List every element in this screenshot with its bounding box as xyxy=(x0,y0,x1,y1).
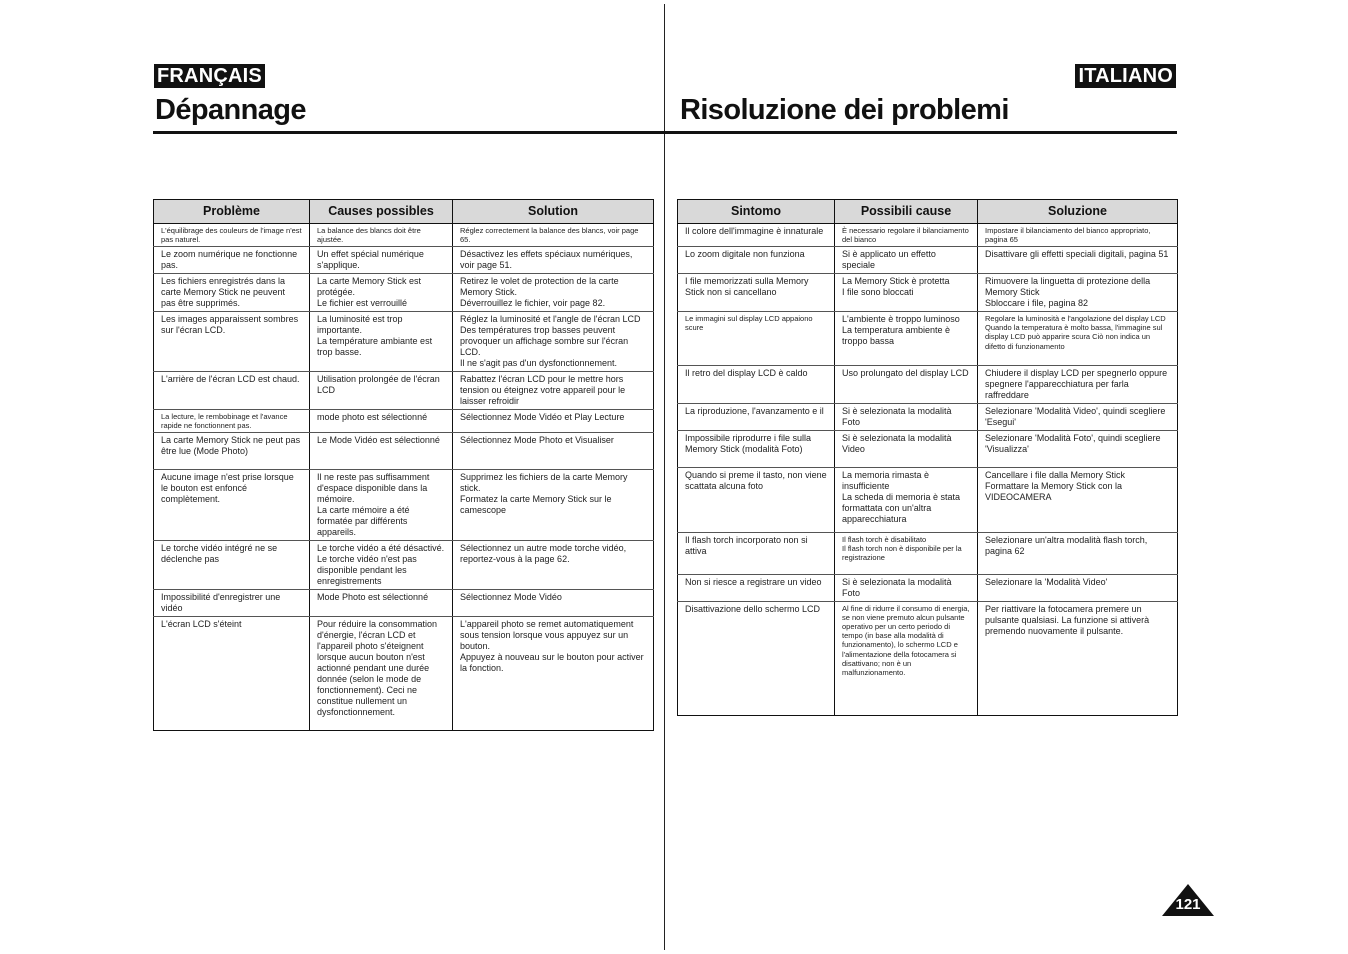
table-row xyxy=(678,574,1178,601)
table-cell: Sélectionnez Mode Photo et Visualiser xyxy=(453,433,654,470)
table-cell: Impostare il bilanciamento del bianco appropriato, pagina 65 xyxy=(978,224,1178,247)
table-cell: Selezionare 'Modalità Video', quindi scegliere 'Esegui' xyxy=(978,404,1178,431)
table-cell: Aucune image n'est prise lorsque le bouton est enfoncé complètement. xyxy=(154,470,310,541)
table-row xyxy=(154,224,654,247)
table-cell: Al fine di ridurre il consumo di energia, se non viene premuto alcun pulsante operativo per un certo periodo di tempo (in base alla modalità di funzionamento), lo schermo LCD e l'alimentazione della fotocamera si disattivano; non è un malfunzionamento. xyxy=(835,601,978,715)
table-row xyxy=(678,404,1178,431)
table-cell: Il flash torch è disabilitato Il flash torch non è disponibile per la registrazione xyxy=(835,532,978,574)
table-cell: L'arrière de l'écran LCD est chaud. xyxy=(154,371,310,409)
table-cell: Réglez la luminosité et l'angle de l'écran LCD Des températures trop basses peuvent provoquer un affichage sombre sur l'écran LCD. Il ne s'agit pas d'un dysfonctionnement. xyxy=(453,312,654,372)
table-header-row xyxy=(678,200,1178,224)
column-header: Sintomo xyxy=(678,200,835,224)
table-row xyxy=(154,312,654,372)
table-cell: Désactivez les effets spéciaux numériques, voir page 51. xyxy=(453,247,654,274)
table-cell: L'appareil photo se remet automatiquement sous tension lorsque vous appuyez sur un bouton. Appuyez à nouveau sur le bouton pour activer la fonction. xyxy=(453,616,654,730)
table-cell: Le Mode Vidéo est sélectionné xyxy=(310,433,453,470)
column-header: Solution xyxy=(453,200,654,224)
table-row xyxy=(154,409,654,432)
center-divider xyxy=(664,4,665,950)
table-row xyxy=(678,430,1178,467)
troubleshooting-table-it xyxy=(677,199,1178,716)
table-header-row xyxy=(154,200,654,224)
table-cell: Supprimez les fichiers de la carte Memory stick. Formatez la carte Memory Stick sur le camescope xyxy=(453,470,654,541)
table-cell: Il flash torch incorporato non si attiva xyxy=(678,532,835,574)
table-row xyxy=(678,532,1178,574)
table-cell: Un effet spécial numérique s'applique. xyxy=(310,247,453,274)
table-cell: Disattivare gli effetti speciali digitali, pagina 51 xyxy=(978,247,1178,274)
table-row xyxy=(154,371,654,409)
troubleshooting-table-fr xyxy=(153,199,654,731)
table-cell: Chiudere il display LCD per spegnerlo oppure spegnere l'apparecchiatura per farla raffreddare xyxy=(978,366,1178,404)
table-cell: I file memorizzati sulla Memory Stick non si cancellano xyxy=(678,274,835,312)
table-cell: Rabattez l'écran LCD pour le mettre hors tension ou éteignez votre appareil pour le laisser refroidir xyxy=(453,371,654,409)
table-cell: Lo zoom digitale non funziona xyxy=(678,247,835,274)
table-cell: L'écran LCD s'éteint xyxy=(154,616,310,730)
table-cell: Selezionare 'Modalità Foto', quindi scegliere 'Visualizza' xyxy=(978,430,1178,467)
table-cell: Si è applicato un effetto speciale xyxy=(835,247,978,274)
table-row xyxy=(154,274,654,312)
table-cell: L'équilibrage des couleurs de l'image n'est pas naturel. xyxy=(154,224,310,247)
column-header: Causes possibles xyxy=(310,200,453,224)
table-cell: Les fichiers enregistrés dans la carte Memory Stick ne peuvent pas être supprimés. xyxy=(154,274,310,312)
table-cell: Le torche vidéo intégré ne se déclenche pas xyxy=(154,540,310,589)
table-cell: Si è selezionata la modalità Video xyxy=(835,430,978,467)
table-cell: Impossibilité d'enregistrer une vidéo xyxy=(154,589,310,616)
table-cell: La carte Memory Stick est protégée. Le fichier est verrouillé xyxy=(310,274,453,312)
table-cell: La balance des blancs doit être ajustée. xyxy=(310,224,453,247)
table-cell: Sélectionnez un autre mode torche vidéo, reportez-vous à la page 62. xyxy=(453,540,654,589)
table-cell: Impossibile riprodurre i file sulla Memory Stick (modalità Foto) xyxy=(678,430,835,467)
column-header: Soluzione xyxy=(978,200,1178,224)
table-cell: mode photo est sélectionné xyxy=(310,409,453,432)
page-title-fr: Dépannage xyxy=(155,94,306,126)
table-cell: Si è selezionata la modalità Foto xyxy=(835,404,978,431)
table-cell: Quando si preme il tasto, non viene scattata alcuna foto xyxy=(678,467,835,532)
language-label-it: ITALIANO xyxy=(1075,64,1176,88)
table-cell: Per riattivare la fotocamera premere un pulsante qualsiasi. La funzione si attiverà premendo nuovamente il pulsante. xyxy=(978,601,1178,715)
table-cell: Pour réduire la consommation d'énergie, l'écran LCD et l'appareil photo s'éteignent lorsque aucun bouton n'est actionné pendant une durée donnée (selon le mode de fonctionnement). Ceci ne constitue nullement un dysfonctionnement. xyxy=(310,616,453,730)
table-cell: Il colore dell'immagine è innaturale xyxy=(678,224,835,247)
table-cell: La luminosité est trop importante. La température ambiante est trop basse. xyxy=(310,312,453,372)
table-cell: Il retro del display LCD è caldo xyxy=(678,366,835,404)
table-cell: Regolare la luminosità e l'angolazione del display LCD Quando la temperatura è molto bassa, l'immagine sul display LCD può apparire scura Ciò non indica un difetto di funzionamento xyxy=(978,312,1178,366)
table-cell: Les images apparaissent sombres sur l'écran LCD. xyxy=(154,312,310,372)
table-cell: Utilisation prolongée de l'écran LCD xyxy=(310,371,453,409)
table-row xyxy=(154,470,654,541)
table-cell: La memoria rimasta è insufficiente La scheda di memoria è stata formattata con un'altra apparecchiatura xyxy=(835,467,978,532)
title-rule-it xyxy=(665,131,1177,134)
table-cell: Si è selezionata la modalità Foto xyxy=(835,574,978,601)
table-cell: Le torche vidéo a été désactivé. Le torche vidéo n'est pas disponible pendant les enregistrements xyxy=(310,540,453,589)
table-cell: Retirez le volet de protection de la carte Memory Stick. Déverrouillez le fichier, voir page 82. xyxy=(453,274,654,312)
table-row xyxy=(154,540,654,589)
column-header: Possibili cause xyxy=(835,200,978,224)
table-cell: La lecture, le rembobinage et l'avance rapide ne fonctionnent pas. xyxy=(154,409,310,432)
table-row xyxy=(154,247,654,274)
table-cell: Cancellare i file dalla Memory Stick Formattare la Memory Stick con la VIDEOCAMERA xyxy=(978,467,1178,532)
table-cell: Non si riesce a registrare un video xyxy=(678,574,835,601)
table-cell: La riproduzione, l'avanzamento e il xyxy=(678,404,835,431)
table-row xyxy=(678,247,1178,274)
table-row xyxy=(154,616,654,730)
table-cell: Selezionare un'altra modalità flash torch, pagina 62 xyxy=(978,532,1178,574)
table-row xyxy=(678,601,1178,715)
page-number-badge xyxy=(1162,884,1214,916)
table-cell: La Memory Stick è protetta I file sono bloccati xyxy=(835,274,978,312)
table-row xyxy=(678,274,1178,312)
table-row xyxy=(678,467,1178,532)
page-number: 121 xyxy=(1175,896,1201,913)
table-cell: Le immagini sul display LCD appaiono scure xyxy=(678,312,835,366)
table-cell: Le zoom numérique ne fonctionne pas. xyxy=(154,247,310,274)
table-row xyxy=(678,366,1178,404)
table-cell: Selezionare la 'Modalità Video' xyxy=(978,574,1178,601)
column-header: Problème xyxy=(154,200,310,224)
table-cell: Sélectionnez Mode Vidéo xyxy=(453,589,654,616)
page-title-it: Risoluzione dei problemi xyxy=(680,94,1009,126)
table-cell: Sélectionnez Mode Vidéo et Play Lecture xyxy=(453,409,654,432)
table-cell: L'ambiente è troppo luminoso La temperatura ambiente è troppo bassa xyxy=(835,312,978,366)
title-rule-fr xyxy=(153,131,665,134)
table-cell: Rimuovere la linguetta di protezione della Memory Stick Sbloccare i file, pagina 82 xyxy=(978,274,1178,312)
language-label-fr: FRANÇAIS xyxy=(154,64,265,88)
table-cell: È necessario regolare il bilanciamento del bianco xyxy=(835,224,978,247)
table-cell: Il ne reste pas suffisamment d'espace disponible dans la mémoire. La carte mémoire a été formatée par différents appareils. xyxy=(310,470,453,541)
table-cell: Disattivazione dello schermo LCD xyxy=(678,601,835,715)
table-cell: Mode Photo est sélectionné xyxy=(310,589,453,616)
table-row xyxy=(154,589,654,616)
table-cell: Réglez correctement la balance des blancs, voir page 65. xyxy=(453,224,654,247)
table-row xyxy=(154,433,654,470)
table-cell: La carte Memory Stick ne peut pas être lue (Mode Photo) xyxy=(154,433,310,470)
table-cell: Uso prolungato del display LCD xyxy=(835,366,978,404)
table-row xyxy=(678,224,1178,247)
table-row xyxy=(678,312,1178,366)
